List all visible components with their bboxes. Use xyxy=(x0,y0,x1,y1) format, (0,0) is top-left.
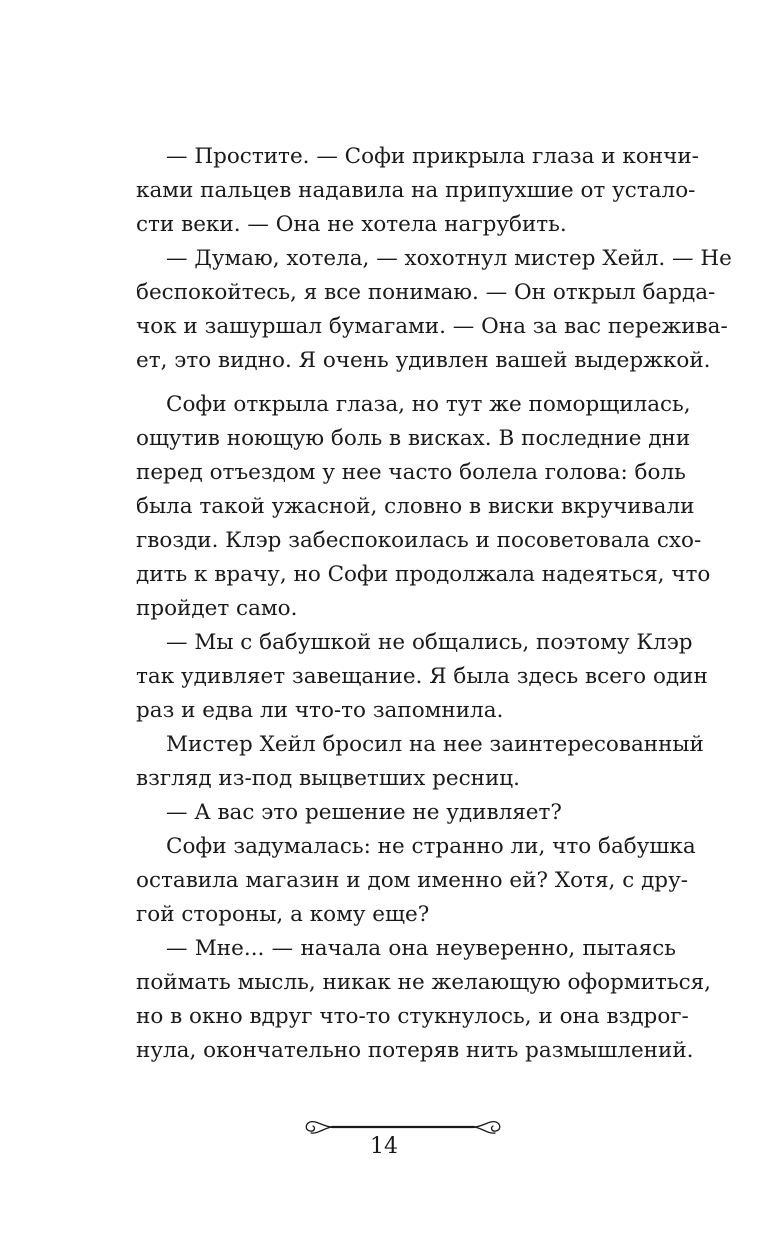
text-line: пройдет само. xyxy=(136,596,298,621)
text-line: Мистер Хейл бросил на нее заинтересованный xyxy=(166,732,704,757)
text-line: но в окно вдруг что-то стукнулось, и она вздрог- xyxy=(136,1004,689,1029)
text-line: так удивляет завещание. Я была здесь всего один xyxy=(136,664,708,689)
text-line: — Мне... — начала она неуверенно, пытаясь xyxy=(166,936,676,961)
text-line: Софи открыла глаза, но тут же поморщилась, xyxy=(166,392,691,417)
text-line: Софи задумалась: не странно ли, что бабушка xyxy=(166,834,696,859)
text-line: нула, окончательно потеряв нить размышлений. xyxy=(136,1038,694,1063)
text-line: гой стороны, а кому еще? xyxy=(136,902,430,927)
text-line: оставила магазин и дом именно ей? Хотя, с дру- xyxy=(136,868,688,893)
text-line: перед отъездом у нее часто болела голова: боль xyxy=(136,460,686,485)
text-line: гвозди. Клэр забеспокоилась и посоветовала схо- xyxy=(136,528,702,553)
text-line: — Мы с бабушкой не общались, поэтому Клэр xyxy=(166,630,693,655)
text-line: поймать мысль, никак не желающую оформиться, xyxy=(136,970,712,995)
text-line: беспокойтесь, я все понимаю. — Он открыл барда- xyxy=(136,280,716,305)
text-line: ет, это видно. Я очень удивлен вашей выдержкой. xyxy=(136,348,711,373)
text-line: ками пальцев надавила на припухшие от устало- xyxy=(136,178,696,203)
text-line: чок и зашуршал бумагами. — Она за вас пережива- xyxy=(136,314,728,339)
text-line: — А вас это решение не удивляет? xyxy=(166,800,562,825)
page-number: 14 xyxy=(370,1134,398,1159)
text-line: дить к врачу, но Софи продолжала надеяться, что xyxy=(136,562,711,587)
text-line: — Простите. — Софи прикрыла глаза и кончи- xyxy=(166,144,699,169)
body-text xyxy=(136,140,732,1068)
text-line: сти веки. — Она не хотела нагрубить. xyxy=(136,212,567,237)
text-line: ощутив ноющую боль в висках. В последние дни xyxy=(136,426,691,451)
text-line: — Думаю, хотела, — хохотнул мистер Хейл. — Не xyxy=(166,246,732,271)
text-line: была такой ужасной, словно в виски вкручивали xyxy=(136,494,695,519)
text-line: раз и едва ли что-то запомнила. xyxy=(136,698,504,723)
text-line: взгляд из-под выцветших ресниц. xyxy=(136,766,520,791)
